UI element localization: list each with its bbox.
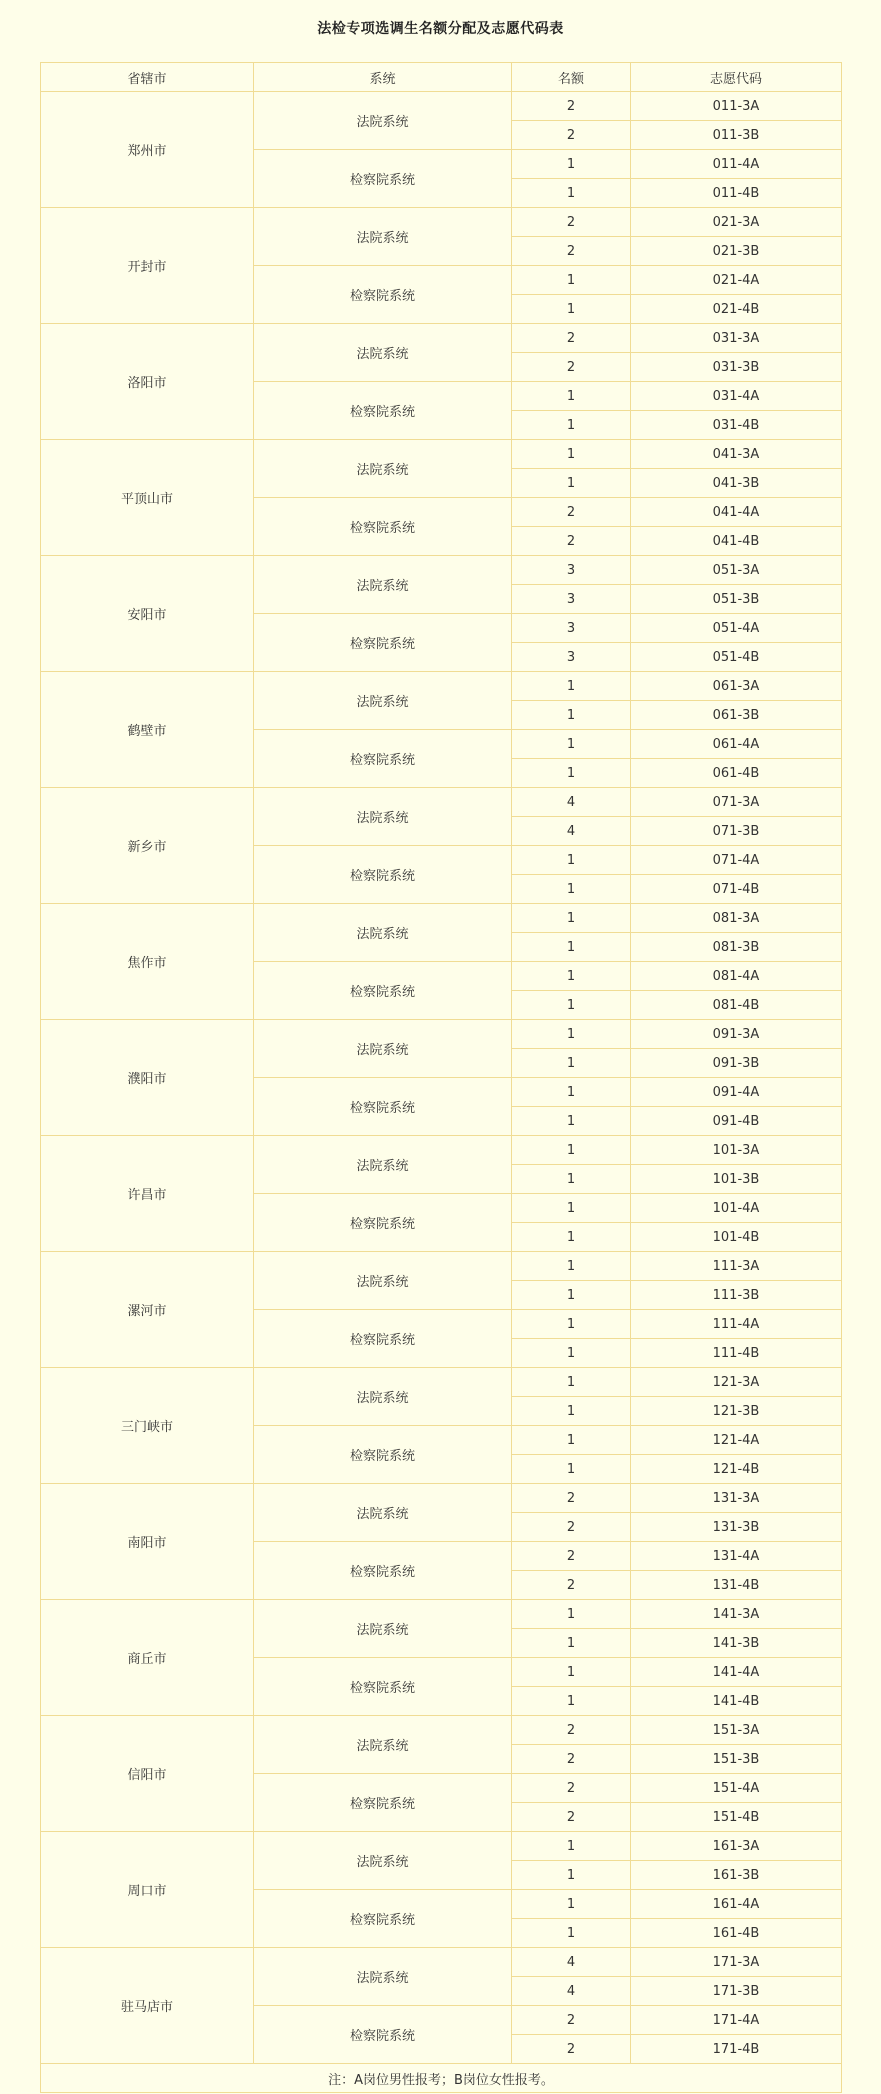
quota-cell: 3 xyxy=(512,614,631,643)
quota-cell: 2 xyxy=(512,2035,631,2064)
quota-cell: 2 xyxy=(512,92,631,121)
city-cell: 南阳市 xyxy=(41,1484,254,1600)
city-cell: 平顶山市 xyxy=(41,440,254,556)
quota-cell: 1 xyxy=(512,469,631,498)
code-cell: 021-4A xyxy=(631,266,842,295)
code-cell: 071-4B xyxy=(631,875,842,904)
city-cell: 三门峡市 xyxy=(41,1368,254,1484)
table-row xyxy=(41,1252,842,1281)
system-court-cell: 法院系统 xyxy=(254,1484,512,1542)
quota-cell: 1 xyxy=(512,1223,631,1252)
quota-cell: 2 xyxy=(512,1774,631,1803)
code-cell: 041-4A xyxy=(631,498,842,527)
code-cell: 031-4A xyxy=(631,382,842,411)
quota-cell: 1 xyxy=(512,759,631,788)
quota-cell: 3 xyxy=(512,556,631,585)
system-procuratorate-cell: 检察院系统 xyxy=(254,382,512,440)
quota-cell: 1 xyxy=(512,1107,631,1136)
table-row xyxy=(41,556,842,585)
code-cell: 071-4A xyxy=(631,846,842,875)
code-cell: 051-4B xyxy=(631,643,842,672)
code-cell: 171-3A xyxy=(631,1948,842,1977)
code-cell: 081-3A xyxy=(631,904,842,933)
code-cell: 151-4A xyxy=(631,1774,842,1803)
code-cell: 171-4B xyxy=(631,2035,842,2064)
quota-cell: 2 xyxy=(512,1745,631,1774)
table-row xyxy=(41,788,842,817)
quota-cell: 1 xyxy=(512,1281,631,1310)
code-cell: 121-4B xyxy=(631,1455,842,1484)
quota-cell: 2 xyxy=(512,1542,631,1571)
quota-cell: 3 xyxy=(512,643,631,672)
quota-cell: 1 xyxy=(512,266,631,295)
code-cell: 061-3A xyxy=(631,672,842,701)
code-cell: 131-4A xyxy=(631,1542,842,1571)
quota-cell: 1 xyxy=(512,1919,631,1948)
code-cell: 101-3B xyxy=(631,1165,842,1194)
code-cell: 051-4A xyxy=(631,614,842,643)
system-court-cell: 法院系统 xyxy=(254,1716,512,1774)
system-court-cell: 法院系统 xyxy=(254,1368,512,1426)
system-court-cell: 法院系统 xyxy=(254,788,512,846)
quota-cell: 1 xyxy=(512,1687,631,1716)
quota-cell: 2 xyxy=(512,1513,631,1542)
quota-cell: 1 xyxy=(512,1890,631,1919)
quota-cell: 4 xyxy=(512,1977,631,2006)
quota-cell: 4 xyxy=(512,817,631,846)
code-cell: 011-3A xyxy=(631,92,842,121)
code-cell: 011-4A xyxy=(631,150,842,179)
quota-cell: 1 xyxy=(512,411,631,440)
code-cell: 091-3A xyxy=(631,1020,842,1049)
quota-cell: 2 xyxy=(512,1716,631,1745)
system-court-cell: 法院系统 xyxy=(254,1020,512,1078)
system-procuratorate-cell: 检察院系统 xyxy=(254,1542,512,1600)
quota-cell: 2 xyxy=(512,2006,631,2035)
table-row xyxy=(41,672,842,701)
code-cell: 051-3B xyxy=(631,585,842,614)
quota-cell: 1 xyxy=(512,295,631,324)
quota-cell: 1 xyxy=(512,1397,631,1426)
quota-cell: 1 xyxy=(512,1049,631,1078)
quota-cell: 1 xyxy=(512,1310,631,1339)
quota-cell: 1 xyxy=(512,1078,631,1107)
quota-cell: 2 xyxy=(512,1803,631,1832)
note-row xyxy=(41,2064,842,2093)
code-cell: 131-4B xyxy=(631,1571,842,1600)
table-body xyxy=(41,92,842,2093)
quota-cell: 2 xyxy=(512,121,631,150)
quota-cell: 2 xyxy=(512,237,631,266)
system-court-cell: 法院系统 xyxy=(254,1252,512,1310)
code-cell: 111-4B xyxy=(631,1339,842,1368)
table-note: 注：A岗位男性报考；B岗位女性报考。 xyxy=(41,2064,842,2093)
quota-cell: 1 xyxy=(512,1165,631,1194)
code-cell: 151-3A xyxy=(631,1716,842,1745)
header-quota: 名额 xyxy=(512,63,631,92)
system-procuratorate-cell: 检察院系统 xyxy=(254,150,512,208)
table-row xyxy=(41,1368,842,1397)
code-cell: 121-3B xyxy=(631,1397,842,1426)
system-procuratorate-cell: 检察院系统 xyxy=(254,1774,512,1832)
code-cell: 051-3A xyxy=(631,556,842,585)
system-court-cell: 法院系统 xyxy=(254,1600,512,1658)
code-cell: 161-3A xyxy=(631,1832,842,1861)
quota-cell: 2 xyxy=(512,208,631,237)
header-system: 系统 xyxy=(254,63,512,92)
city-cell: 安阳市 xyxy=(41,556,254,672)
code-cell: 121-4A xyxy=(631,1426,842,1455)
city-cell: 郑州市 xyxy=(41,92,254,208)
quota-cell: 1 xyxy=(512,1020,631,1049)
table-header-row xyxy=(41,63,842,92)
code-cell: 031-3A xyxy=(631,324,842,353)
quota-cell: 1 xyxy=(512,1339,631,1368)
code-cell: 151-4B xyxy=(631,1803,842,1832)
header-city: 省辖市 xyxy=(41,63,254,92)
code-cell: 141-3B xyxy=(631,1629,842,1658)
city-cell: 鹤壁市 xyxy=(41,672,254,788)
table-row xyxy=(41,1948,842,1977)
quota-cell: 4 xyxy=(512,788,631,817)
code-cell: 111-3B xyxy=(631,1281,842,1310)
quota-cell: 1 xyxy=(512,1368,631,1397)
code-cell: 081-4B xyxy=(631,991,842,1020)
system-court-cell: 法院系统 xyxy=(254,1136,512,1194)
code-cell: 011-4B xyxy=(631,179,842,208)
city-cell: 濮阳市 xyxy=(41,1020,254,1136)
city-cell: 信阳市 xyxy=(41,1716,254,1832)
quota-cell: 3 xyxy=(512,585,631,614)
quota-cell: 4 xyxy=(512,1948,631,1977)
code-cell: 121-3A xyxy=(631,1368,842,1397)
quota-cell: 2 xyxy=(512,353,631,382)
page-title: 法检专项选调生名额分配及志愿代码表 xyxy=(317,21,564,37)
quota-cell: 1 xyxy=(512,179,631,208)
quota-cell: 1 xyxy=(512,730,631,759)
city-cell: 开封市 xyxy=(41,208,254,324)
quota-cell: 1 xyxy=(512,382,631,411)
quota-cell: 1 xyxy=(512,1658,631,1687)
table-row xyxy=(41,1600,842,1629)
system-procuratorate-cell: 检察院系统 xyxy=(254,2006,512,2064)
code-cell: 141-3A xyxy=(631,1600,842,1629)
code-cell: 081-4A xyxy=(631,962,842,991)
code-cell: 031-4B xyxy=(631,411,842,440)
code-cell: 041-3A xyxy=(631,440,842,469)
code-cell: 021-3B xyxy=(631,237,842,266)
system-procuratorate-cell: 检察院系统 xyxy=(254,1426,512,1484)
quota-cell: 1 xyxy=(512,1252,631,1281)
city-cell: 焦作市 xyxy=(41,904,254,1020)
table-row xyxy=(41,1716,842,1745)
table-row xyxy=(41,440,842,469)
code-cell: 061-3B xyxy=(631,701,842,730)
quota-cell: 1 xyxy=(512,904,631,933)
table-row xyxy=(41,1484,842,1513)
table-row xyxy=(41,208,842,237)
table-row xyxy=(41,92,842,121)
city-cell: 驻马店市 xyxy=(41,1948,254,2064)
system-court-cell: 法院系统 xyxy=(254,92,512,150)
code-cell: 131-3B xyxy=(631,1513,842,1542)
code-cell: 141-4A xyxy=(631,1658,842,1687)
quota-table xyxy=(40,62,842,2093)
quota-cell: 1 xyxy=(512,846,631,875)
code-cell: 131-3A xyxy=(631,1484,842,1513)
quota-cell: 1 xyxy=(512,962,631,991)
code-cell: 011-3B xyxy=(631,121,842,150)
system-procuratorate-cell: 检察院系统 xyxy=(254,266,512,324)
system-court-cell: 法院系统 xyxy=(254,1832,512,1890)
table-row xyxy=(41,1136,842,1165)
quota-cell: 1 xyxy=(512,1629,631,1658)
code-cell: 061-4B xyxy=(631,759,842,788)
system-court-cell: 法院系统 xyxy=(254,208,512,266)
code-cell: 031-3B xyxy=(631,353,842,382)
code-cell: 091-4B xyxy=(631,1107,842,1136)
quota-cell: 2 xyxy=(512,324,631,353)
quota-cell: 1 xyxy=(512,1832,631,1861)
quota-cell: 1 xyxy=(512,150,631,179)
code-cell: 171-4A xyxy=(631,2006,842,2035)
quota-cell: 1 xyxy=(512,1426,631,1455)
system-procuratorate-cell: 检察院系统 xyxy=(254,1658,512,1716)
table-row xyxy=(41,1832,842,1861)
table-row xyxy=(41,1020,842,1049)
city-cell: 漯河市 xyxy=(41,1252,254,1368)
quota-cell: 1 xyxy=(512,991,631,1020)
table-row xyxy=(41,324,842,353)
system-procuratorate-cell: 检察院系统 xyxy=(254,498,512,556)
system-court-cell: 法院系统 xyxy=(254,904,512,962)
quota-cell: 2 xyxy=(512,527,631,556)
code-cell: 161-4A xyxy=(631,1890,842,1919)
system-procuratorate-cell: 检察院系统 xyxy=(254,730,512,788)
quota-cell: 1 xyxy=(512,1861,631,1890)
code-cell: 091-4A xyxy=(631,1078,842,1107)
system-court-cell: 法院系统 xyxy=(254,324,512,382)
code-cell: 171-3B xyxy=(631,1977,842,2006)
quota-cell: 1 xyxy=(512,672,631,701)
code-cell: 161-3B xyxy=(631,1861,842,1890)
quota-cell: 1 xyxy=(512,1194,631,1223)
code-cell: 061-4A xyxy=(631,730,842,759)
code-cell: 111-4A xyxy=(631,1310,842,1339)
code-cell: 111-3A xyxy=(631,1252,842,1281)
city-cell: 新乡市 xyxy=(41,788,254,904)
code-cell: 151-3B xyxy=(631,1745,842,1774)
system-court-cell: 法院系统 xyxy=(254,1948,512,2006)
system-procuratorate-cell: 检察院系统 xyxy=(254,1310,512,1368)
system-court-cell: 法院系统 xyxy=(254,556,512,614)
city-cell: 许昌市 xyxy=(41,1136,254,1252)
code-cell: 161-4B xyxy=(631,1919,842,1948)
system-procuratorate-cell: 检察院系统 xyxy=(254,1078,512,1136)
quota-cell: 2 xyxy=(512,1484,631,1513)
quota-cell: 1 xyxy=(512,875,631,904)
quota-cell: 1 xyxy=(512,440,631,469)
code-cell: 101-4B xyxy=(631,1223,842,1252)
code-cell: 041-3B xyxy=(631,469,842,498)
code-cell: 081-3B xyxy=(631,933,842,962)
system-procuratorate-cell: 检察院系统 xyxy=(254,1890,512,1948)
system-court-cell: 法院系统 xyxy=(254,440,512,498)
header-code: 志愿代码 xyxy=(631,63,842,92)
code-cell: 091-3B xyxy=(631,1049,842,1078)
code-cell: 021-3A xyxy=(631,208,842,237)
quota-cell: 1 xyxy=(512,933,631,962)
quota-cell: 2 xyxy=(512,1571,631,1600)
table-row xyxy=(41,904,842,933)
city-cell: 洛阳市 xyxy=(41,324,254,440)
system-procuratorate-cell: 检察院系统 xyxy=(254,846,512,904)
system-procuratorate-cell: 检察院系统 xyxy=(254,962,512,1020)
code-cell: 041-4B xyxy=(631,527,842,556)
quota-cell: 2 xyxy=(512,498,631,527)
system-procuratorate-cell: 检察院系统 xyxy=(254,614,512,672)
code-cell: 141-4B xyxy=(631,1687,842,1716)
code-cell: 021-4B xyxy=(631,295,842,324)
code-cell: 071-3B xyxy=(631,817,842,846)
city-cell: 商丘市 xyxy=(41,1600,254,1716)
quota-cell: 1 xyxy=(512,1136,631,1165)
code-cell: 101-4A xyxy=(631,1194,842,1223)
city-cell: 周口市 xyxy=(41,1832,254,1948)
code-cell: 071-3A xyxy=(631,788,842,817)
quota-cell: 1 xyxy=(512,1600,631,1629)
system-procuratorate-cell: 检察院系统 xyxy=(254,1194,512,1252)
system-court-cell: 法院系统 xyxy=(254,672,512,730)
code-cell: 101-3A xyxy=(631,1136,842,1165)
quota-cell: 1 xyxy=(512,1455,631,1484)
quota-cell: 1 xyxy=(512,701,631,730)
